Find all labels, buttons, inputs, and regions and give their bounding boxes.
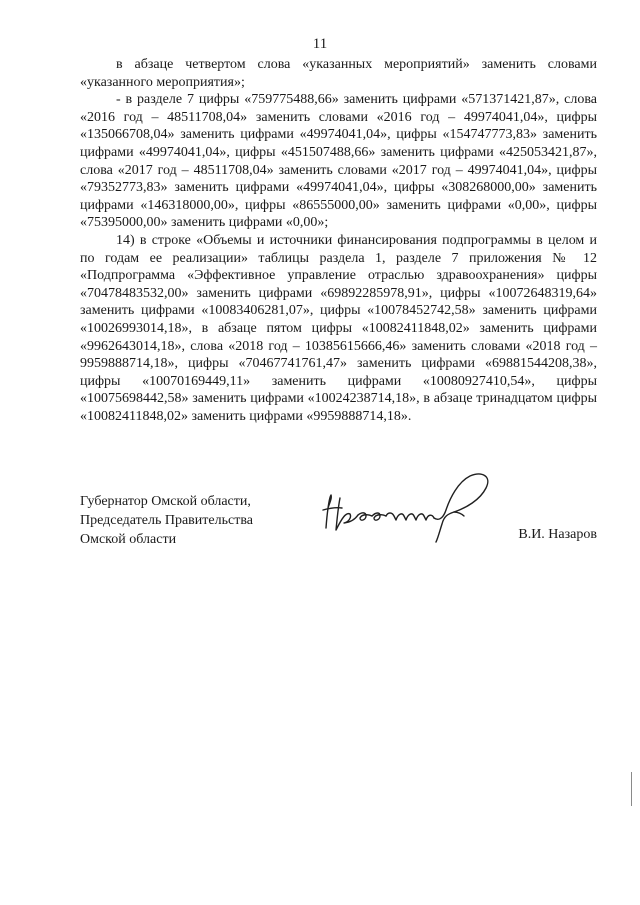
paragraph-3: 14) в строке «Объемы и источники финансирования подпрограммы в целом и по годам ее реализации» таблицы раздела 1, разделе 7 приложения № 12 «Подпрограмма «Эффективное управление отраслью здравоохранения» цифры «70478483532,00» заменить цифрами «69892285978,91», цифры «10072648319,64» заменить цифрами «10083406281,07», цифры «10078452742,58» заменить цифрами «10026993014,18», в абзаце пятом цифры «10082411848,02» заменить цифрами «9962643014,18», слова «2018 год – 10385615666,46» заменить словами «2018 год – 9959888714,18», цифры «70467741761,47» заменить цифрами «69881544208,38», цифры «10070169449,11» заменить цифрами «10080927410,54», цифры «10075698442,58» заменить цифрами «10024238714,18», в абзаце тринадцатом цифры «10082411848,02» заменить цифрами «9959888714,18».	[80, 232, 597, 424]
signatory-title-line-3: Омской области	[80, 532, 177, 547]
signatory-title-line-1: Губернатор Омской области,	[80, 494, 251, 509]
document-body	[80, 56, 597, 425]
page-number: 11	[312, 36, 328, 52]
signatory-title	[80, 492, 253, 549]
handwritten-signature	[318, 468, 502, 548]
signatory-name: В.И. Назаров	[518, 527, 597, 542]
paragraph-1: в абзаце четвертом слова «указанных мероприятий» заменить словами «указанного мероприятия»;	[80, 57, 597, 90]
paragraph-2: - в разделе 7 цифры «759775488,66» заменить цифрами «571371421,87», слова «2016 год – 48511708,04» заменить словами «2016 год – 49974041,04», цифры «135066708,04» заменить цифрами «49974041,04», цифры «154747773,83» заменить цифрами «49974041,04», цифры «451507488,66» заменить цифрами «425053421,87», слова «2017 год – 48511708,04» заменить словами «2017 год – 49974041,04», цифры «79352773,83» заменить цифрами «49974041,04», цифры «308268000,00» заменить цифрами «146318000,00», цифры «86555000,00» заменить цифрами «0,00», цифры «75395000,00» заменить цифрами «0,00»;	[80, 92, 597, 231]
signatory-title-line-2: Председатель Правительства	[80, 513, 253, 528]
margin-scan-mark	[631, 772, 632, 806]
